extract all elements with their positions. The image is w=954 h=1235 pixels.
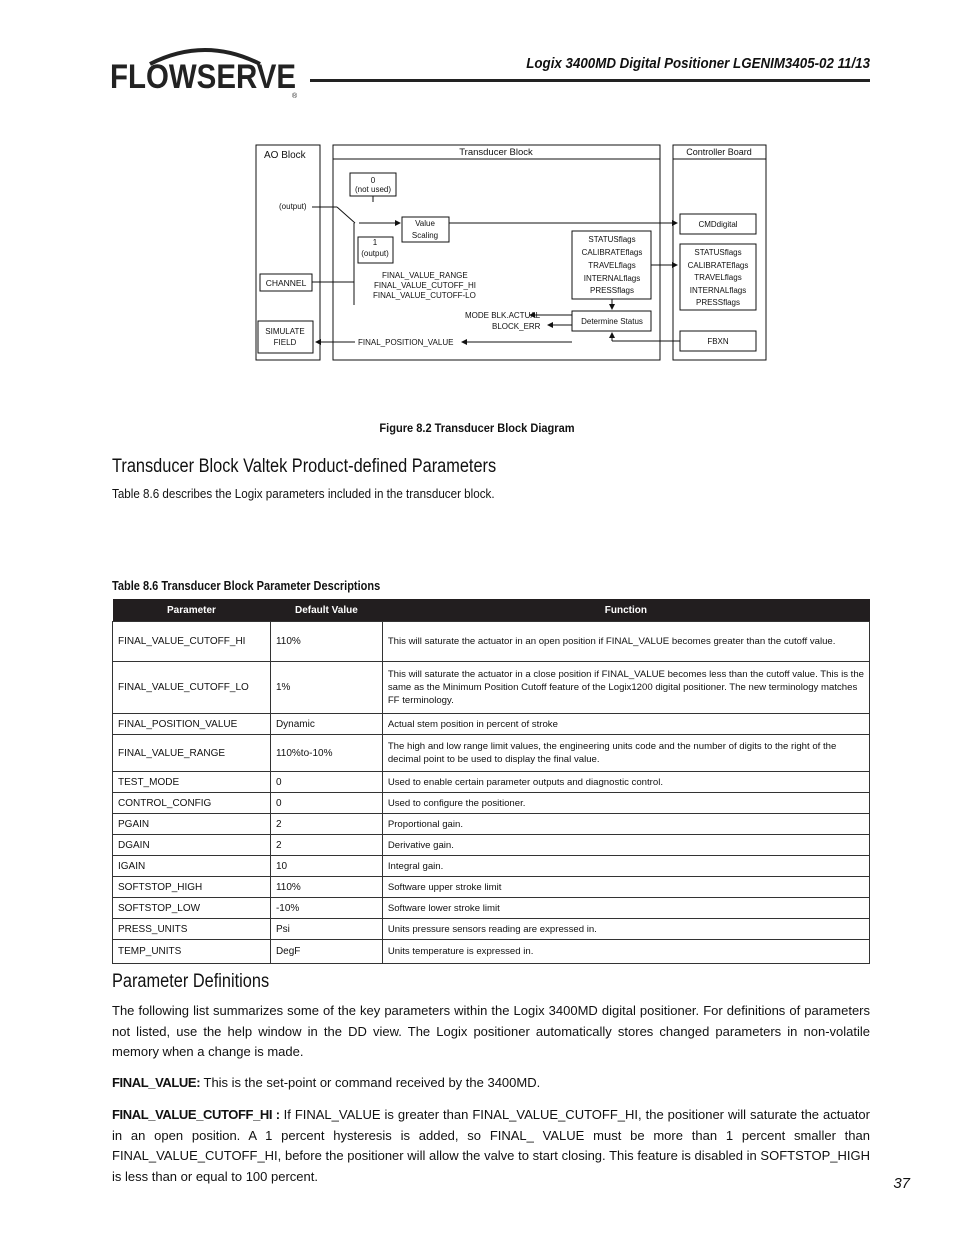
flag-left-0: STATUSflags [588,235,636,244]
cell-default: 110% [270,877,382,898]
cell-function: Actual stem position in percent of stroke [382,714,869,735]
table-row [113,793,870,814]
table-row [113,814,870,835]
table-row [113,714,870,735]
final-value-range-label: FINAL_VALUE_RANGE [382,271,468,280]
cell-default: DegF [270,940,382,964]
cell-function: Software lower stroke limit [382,898,869,919]
cell-default: 0 [270,793,382,814]
cell-function: Software upper stroke limit [382,877,869,898]
transducer-block-diagram [250,140,780,370]
definition-final-value [112,1073,870,1094]
flag-left-2: TRAVELflags [588,261,636,270]
flag-right-4: PRESSflags [695,298,741,307]
final-value-cutoff-lo-label: FINAL_VALUE_CUTOFF-LO [373,291,476,300]
cell-function: Used to enable certain parameter outputs and diagnostic control. [382,772,869,793]
final-value-cutoff-hi-label: FINAL_VALUE_CUTOFF_HI [374,281,476,290]
table-row [113,856,870,877]
flag-left-3: INTERNALflags [583,274,641,283]
logo-word: FLOWSERVE [110,58,296,96]
final-position-value-label: FINAL_POSITION_VALUE [358,338,454,347]
flowserve-logo [110,44,300,105]
flag-left-4: PRESSflags [589,286,635,295]
flag-right-0: STATUSflags [694,248,742,257]
header-default-value: Default Value [270,599,382,622]
cell-function: Units pressure sensors reading are expressed in. [382,919,869,940]
one-label: 1 [372,238,378,247]
cell-parameter: FINAL_VALUE_CUTOFF_LO [113,662,271,714]
cell-parameter: PGAIN [113,814,271,835]
definition-term: FINAL_VALUE: [112,1075,201,1090]
scaling-label: Scaling [411,231,439,240]
section-heading-transducer: Transducer Block Valtek Product-defined Parameters [112,456,497,477]
block-err-label: BLOCK_ERR [492,322,541,331]
cell-function: Integral gain. [382,856,869,877]
cell-parameter: TEST_MODE [113,772,271,793]
cell-default: -10% [270,898,382,919]
zero-label: 0 [370,176,376,185]
cell-parameter: FINAL_POSITION_VALUE [113,714,271,735]
definition-final-value-cutoff-hi [112,1105,870,1187]
document-title: Logix 3400MD Digital Positioner LGENIM3405-02 11/13 [526,56,870,72]
cell-parameter: SOFTSTOP_HIGH [113,877,271,898]
cell-parameter: CONTROL_CONFIG [113,793,271,814]
value-label: Value [415,219,435,228]
ao-block-label: AO Block [264,150,306,161]
mode-blk-actual-label: MODE BLK.ACTUAL [465,311,541,320]
flag-right-3: INTERNALflags [689,286,747,295]
cell-default: Psi [270,919,382,940]
table-row [113,735,870,772]
table-row [113,772,870,793]
simulate-label: SIMULATE [265,327,305,336]
simulate-field-box [258,321,313,353]
section-heading-parameter-definitions: Parameter Definitions [112,971,270,992]
parameter-definitions-intro: The following list summarizes some of the key parameters within the Logix 3400MD digital positioner. For definitions of parameters not listed, use the help window in the DD view. The Logix positioner automatically stores changed parameters in non-volatile memory when a change is made. [112,1003,870,1059]
cell-parameter: IGAIN [113,856,271,877]
cell-function: This will saturate the actuator in an open position if FINAL_VALUE becomes greater than the cutoff value. [382,622,869,662]
section-intro-text: Table 8.6 describes the Logix parameters included in the transducer block. [112,487,495,501]
channel-label: CHANNEL [265,278,307,288]
cell-default: 110% [270,622,382,662]
output-one-label: (output) [361,249,389,258]
header-function: Function [382,599,869,622]
definition-text: This is the set-point or command received by the 3400MD. [200,1075,541,1090]
svg-text:®: ® [292,93,298,100]
cell-function: This will saturate the actuator in a close position if FINAL_VALUE becomes less than the cutoff value. This is the same as the Minimum Position Cutoff feature of the Logix1200 digital positioner. The new terminology matches FF terminology. [382,662,869,714]
cell-default: 2 [270,835,382,856]
page-number: 37 [893,1175,910,1192]
cell-parameter: PRESS_UNITS [113,919,271,940]
field-label: FIELD [273,338,297,347]
cell-function: Proportional gain. [382,814,869,835]
cell-default: 110%to-10% [270,735,382,772]
controller-board-label: Controller Board [686,147,752,157]
cell-function: Derivative gain. [382,835,869,856]
transducer-block-label: Transducer Block [459,147,533,158]
table-row [113,940,870,964]
cell-default: 0 [270,772,382,793]
header-rule [310,79,870,82]
cmddigital-label: CMDdigital [698,220,738,229]
figure-caption: Figure 8.2 Transducer Block Diagram [379,421,575,435]
definition-text: If FINAL_VALUE is greater than FINAL_VALUE_CUTOFF_HI, the positioner will saturate the actuator in an open position. A 1 percent hysteresis is added, so FINAL_ VALUE must be more than 1 percent smaller than FINAL_VALUE_CUTOFF_HI, before the positioner will allow the valve to start closing. This feature is disabled in SOFTSTOP_HIGH is less than or equal to 100 percent. [112,1107,870,1184]
table-header-row [113,599,870,622]
flag-left-1: CALIBRATEflags [581,248,643,257]
cell-parameter: TEMP_UNITS [113,940,271,964]
cell-default: Dynamic [270,714,382,735]
cell-default: 1% [270,662,382,714]
cell-function: The high and low range limit values, the engineering units code and the number of digits to the right of the decimal point to be used to display the final value. [382,735,869,772]
cell-default: 10 [270,856,382,877]
table-row [113,877,870,898]
cell-default: 2 [270,814,382,835]
table-row [113,835,870,856]
table-row [113,662,870,714]
table-caption: Table 8.6 Transducer Block Parameter Descriptions [112,579,381,593]
output-left-label: (output) [279,202,307,211]
cell-parameter: DGAIN [113,835,271,856]
parameter-table [112,599,870,964]
table-row [113,898,870,919]
definition-term: FINAL_VALUE_CUTOFF_HI : [112,1107,280,1122]
cell-parameter: FINAL_VALUE_RANGE [113,735,271,772]
fbxn-label: FBXN [707,337,729,346]
cell-parameter: SOFTSTOP_LOW [113,898,271,919]
cell-function: Units temperature is expressed in. [382,940,869,964]
header-parameter: Parameter [113,599,271,622]
cell-parameter: FINAL_VALUE_CUTOFF_HI [113,622,271,662]
determine-status-label: Determine Status [581,317,643,326]
flag-right-1: CALIBRATEflags [687,261,749,270]
table-row [113,622,870,662]
flag-right-2: TRAVELflags [694,273,742,282]
cell-function: Used to configure the positioner. [382,793,869,814]
table-row [113,919,870,940]
not-used-label: (not used) [354,185,392,194]
logo-arc-icon [110,44,300,100]
